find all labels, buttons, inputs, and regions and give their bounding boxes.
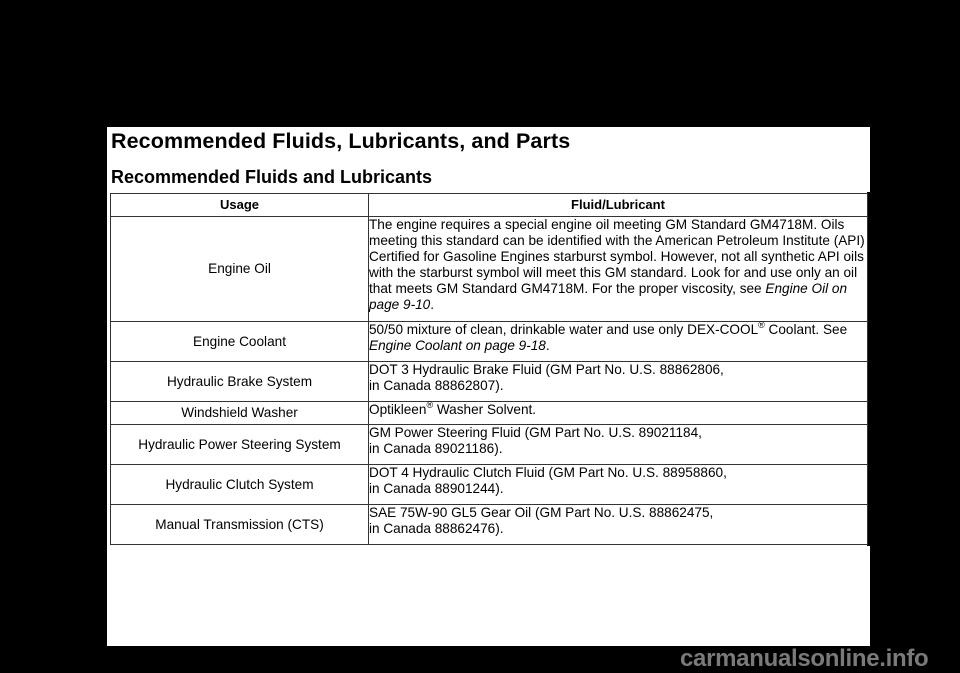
registered-mark: ®: [758, 320, 765, 330]
usage-cell: Engine Oil: [111, 217, 369, 322]
table-row: [111, 505, 868, 545]
usage-cell: Hydraulic Clutch System: [111, 465, 369, 505]
fluid-text: The engine requires a special engine oil meeting GM Standard GM4718M. Oils meeting this standard can be identified with the American Petroleum Institute (API) Certified for Gasoline Engines starburst symbol. However, not all synthetic API oils with the starburst symbol will meet this GM standard. Look for and use only an oil that meets GM Standard GM4718M. For the proper viscosity, see: [369, 217, 865, 296]
fluid-line: GM Power Steering Fluid (GM Part No. U.S. 89021184,: [369, 425, 702, 440]
registered-mark: ®: [426, 400, 434, 410]
fluid-text-end: .: [430, 297, 435, 312]
table-row: [111, 425, 868, 465]
page-reference-link[interactable]: Engine Oil on page 9-10: [369, 281, 848, 312]
fluid-line: SAE 75W-90 GL5 Gear Oil (GM Part No. U.S. 88862475,: [369, 505, 714, 520]
fluid-text: 50/50 mixture of clean, drinkable water and use only DEX-COOL: [369, 322, 759, 337]
fluid-cell: [369, 217, 868, 322]
page-title: Recommended Fluids, Lubricants, and Parts: [111, 129, 571, 153]
usage-cell: Windshield Washer: [111, 402, 369, 425]
fluid-cell: [369, 505, 868, 545]
fluid-line: DOT 3 Hydraulic Brake Fluid (GM Part No. U.S. 88862806,: [369, 362, 724, 377]
fluid-text: Coolant. See: [764, 322, 848, 337]
page-reference-link[interactable]: Engine Coolant on page 9-18: [369, 338, 546, 353]
usage-cell: Manual Transmission (CTS): [111, 505, 369, 545]
fluids-table: [110, 193, 868, 545]
fluid-line: DOT 4 Hydraulic Clutch Fluid (GM Part No. U.S. 88958860,: [369, 465, 727, 480]
usage-cell: Hydraulic Brake System: [111, 362, 369, 402]
fluid-line: in Canada 88901244).: [369, 481, 504, 496]
table-row: [111, 465, 868, 505]
fluid-cell: [369, 425, 868, 465]
table-row: [111, 362, 868, 402]
fluid-text: Washer Solvent.: [433, 402, 537, 417]
fluid-text: Optikleen: [369, 402, 427, 417]
table-row: [111, 322, 868, 362]
fluid-line: in Canada 88862476).: [369, 521, 504, 536]
fluid-line: in Canada 89021186).: [369, 441, 503, 456]
fluid-cell: [369, 465, 868, 505]
fluid-line: in Canada 88862807).: [369, 378, 504, 393]
page-background-bottom: [107, 546, 870, 646]
usage-cell: Hydraulic Power Steering System: [111, 425, 369, 465]
fluid-cell: [369, 322, 868, 362]
usage-cell: Engine Coolant: [111, 322, 369, 362]
fluid-text-end: .: [545, 338, 550, 353]
column-header-fluid: Fluid/Lubricant: [369, 194, 868, 217]
column-header-usage: Usage: [111, 194, 369, 217]
table-header-row: [111, 194, 868, 217]
fluid-cell: [369, 362, 868, 402]
watermark-text: carmanualsonline.info: [680, 645, 929, 672]
table-row: [111, 217, 868, 322]
fluid-cell: [369, 402, 868, 425]
table-row: [111, 402, 868, 425]
section-title: Recommended Fluids and Lubricants: [111, 167, 433, 187]
